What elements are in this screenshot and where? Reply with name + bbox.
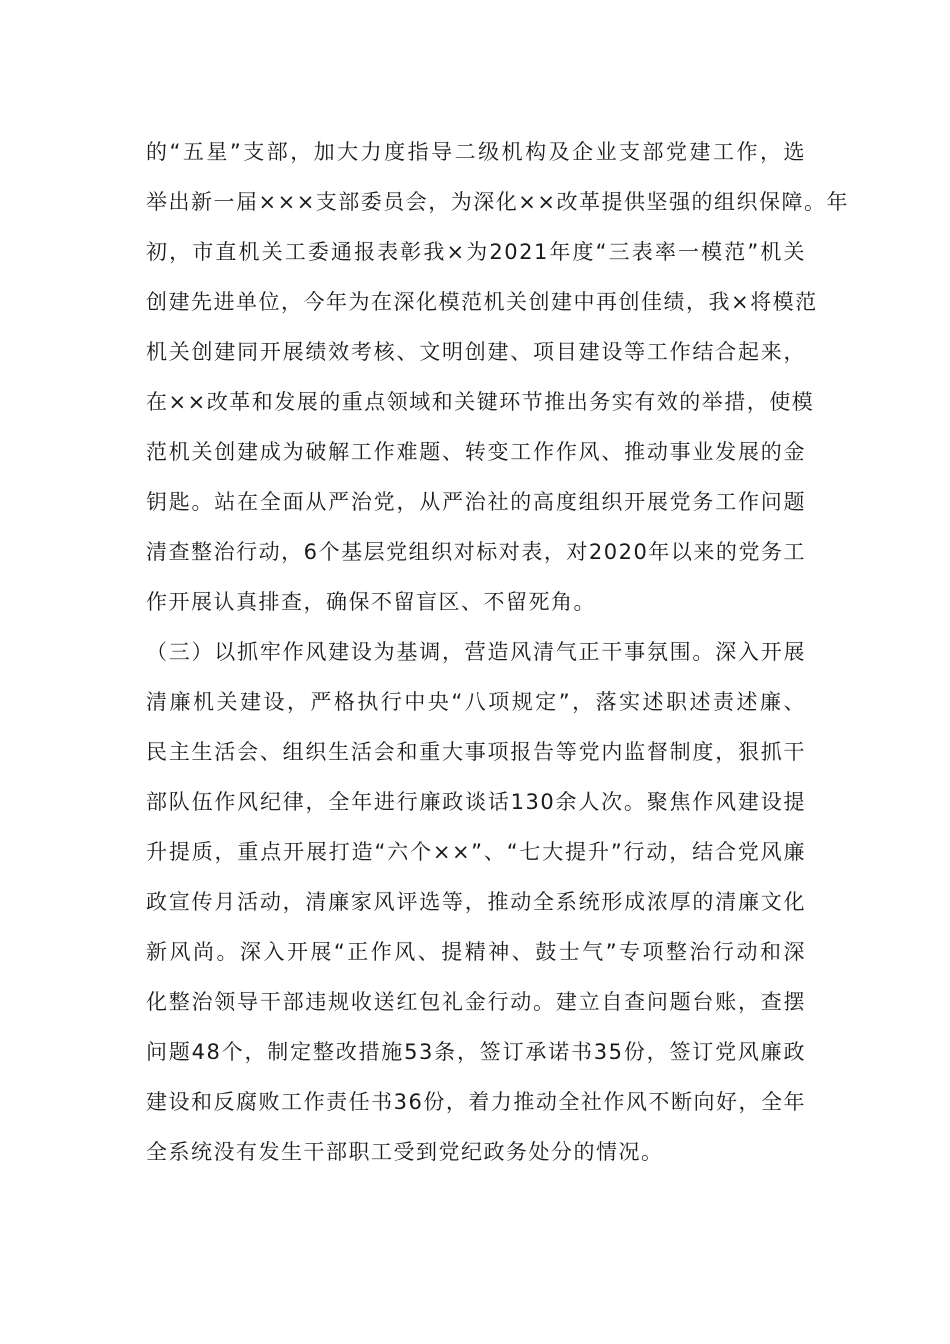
- text-line: 民主生活会、组织生活会和重大事项报告等党内监督制度，狠抓干: [146, 740, 806, 764]
- text-line: 建设和反腐败工作责任书36份，着力推动全社作风不断向好，全年: [146, 1090, 806, 1114]
- text-line: 部队伍作风纪律，全年进行廉政谈话130余人次。聚焦作风建设提: [146, 790, 806, 814]
- text-line: 创建先进单位，今年为在深化模范机关创建中再创佳绩，我×将模范: [146, 290, 818, 314]
- text-line: 举出新一届×××支部委员会，为深化××改革提供坚强的组织保障。年: [146, 190, 849, 214]
- text-line: 清廉机关建设，严格执行中央“八项规定”，落实述职述责述廉、: [146, 690, 806, 714]
- body-text: [146, 127, 849, 1177]
- text-line: 化整治领导干部违规收送红包礼金行动。建立自查问题台账，查摆: [146, 990, 806, 1014]
- text-line: 机关创建同开展绩效考核、文明创建、项目建设等工作结合起来，: [146, 340, 806, 364]
- text-line: 清查整治行动，6个基层党组织对标对表，对2020年以来的党务工: [146, 540, 806, 564]
- paragraph-end-line: 全系统没有发生干部职工受到党纪政务处分的情况。: [146, 1140, 664, 1164]
- text-line: 新风尚。深入开展“正作风、提精神、鼓士气”专项整治行动和深: [146, 940, 806, 964]
- text-line: 政宣传月活动，清廉家风评选等，推动全系统形成浓厚的清廉文化: [146, 890, 806, 914]
- text-line: 的“五星”支部，加大力度指导二级机构及企业支部党建工作，选: [146, 140, 806, 164]
- text-line: 升提质，重点开展打造“六个××”、“七大提升”行动，结合党风廉: [146, 840, 806, 864]
- section-heading-line: （三）以抓牢作风建设为基调，营造风清气正干事氛围。深入开展: [146, 640, 806, 664]
- text-line: 范机关创建成为破解工作难题、转变工作作风、推动事业发展的金: [146, 440, 806, 464]
- text-line: 初，市直机关工委通报表彰我×为2021年度“三表率一模范”机关: [146, 240, 806, 264]
- text-line: 在××改革和发展的重点领域和关键环节推出务实有效的举措，使模: [146, 390, 815, 414]
- paragraph-end-line: 作开展认真排查，确保不留盲区、不留死角。: [146, 590, 596, 614]
- text-line: 钥匙。站在全面从严治党，从严治社的高度组织开展党务工作问题: [146, 490, 806, 514]
- text-line: 问题48个，制定整改措施53条，签订承诺书35份，签订党风廉政: [146, 1040, 806, 1064]
